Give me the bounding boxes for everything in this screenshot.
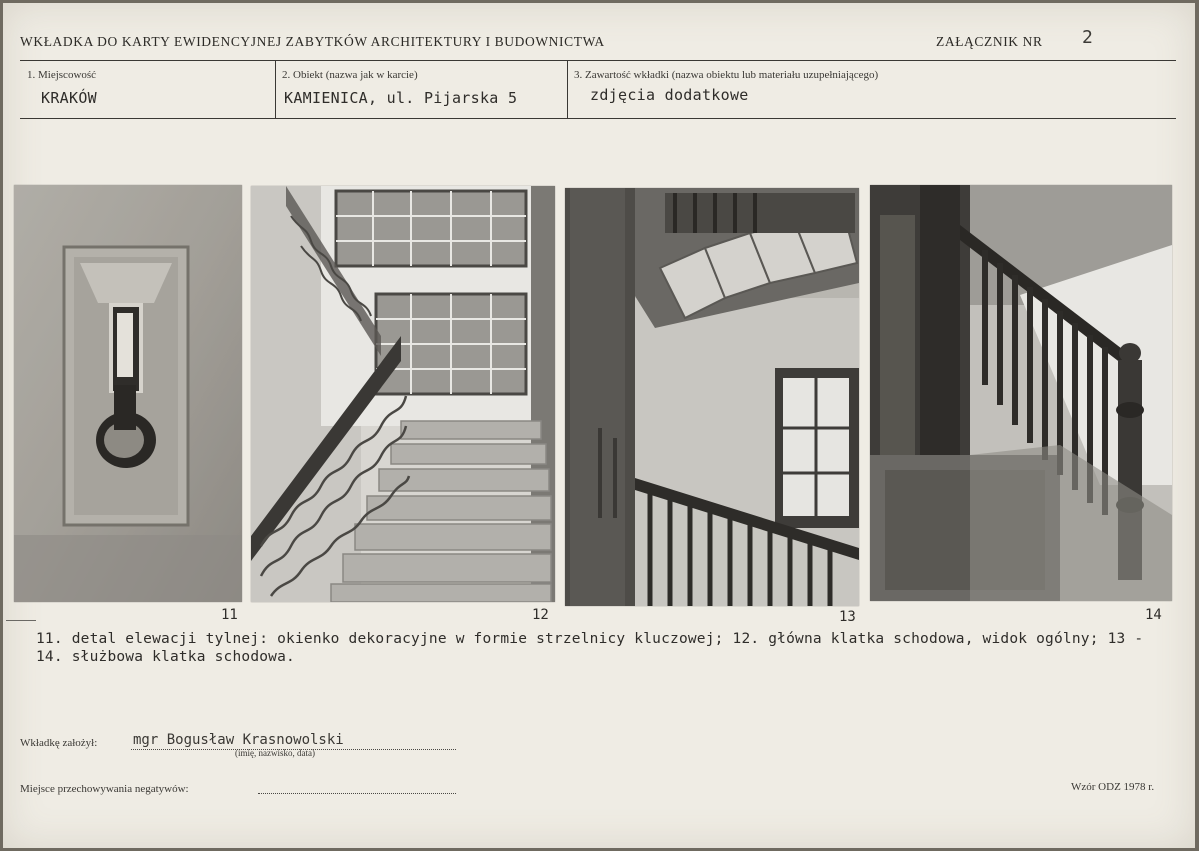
negatives-dotted-line [258, 793, 456, 794]
field-label-object: 2. Obiekt (nazwa jak w karcie) [282, 69, 418, 81]
header-divider-1 [275, 60, 276, 119]
photo-caption: 11. detal elewacji tylnej: okienko dekoracyjne w formie strzelnicy kluczowej; 12. główna klatka schodowa, widok ogólny; 13 - 14. służbowa klatka schodowa. [36, 631, 1144, 665]
field-label-contents: 3. Zawartość wkładki (nazwa obiektu lub materiału uzupełniającego) [574, 69, 879, 81]
header-divider-2 [567, 60, 568, 119]
photo-baseline [6, 620, 36, 621]
photo-number-12: 12 [532, 607, 549, 623]
form-code: Wzór ODZ 1978 r. [1071, 781, 1155, 793]
form-title: WKŁADKA DO KARTY EWIDENCYJNEJ ZABYTKÓW ARCHITEKTURY I BUDOWNICTWA [20, 34, 605, 49]
annex-label: ZAŁĄCZNIK NR [936, 34, 1043, 49]
photo-service-staircase-newel [870, 185, 1172, 601]
record-sheet [3, 3, 1195, 848]
author-value: mgr Bogusław Krasnowolski [133, 732, 344, 748]
photo-number-13: 13 [839, 609, 856, 625]
photo-number-14: 14 [1145, 607, 1162, 623]
author-hint: (imię, nazwisko, data) [235, 748, 315, 758]
photo-service-staircase-window [565, 188, 859, 606]
field-value-contents: zdjęcia dodatkowe [590, 86, 749, 104]
main-staircase-photo-icon [251, 186, 555, 602]
keyhole-window-photo-icon [14, 185, 242, 602]
photo-keyhole-window [14, 185, 242, 602]
field-label-locality: 1. Miejscowość [27, 69, 97, 81]
author-label: Wkładkę założył: [20, 737, 98, 749]
photo-number-11: 11 [221, 607, 238, 623]
photo-main-staircase [251, 186, 555, 602]
field-value-object: KAMIENICA, ul. Pijarska 5 [284, 89, 518, 107]
negatives-label: Miejsce przechowywania negatywów: [20, 783, 189, 795]
field-value-locality: KRAKÓW [41, 89, 97, 107]
header-rule-bottom [20, 118, 1176, 119]
service-staircase-window-photo-icon [565, 188, 859, 606]
annex-number: 2 [1082, 27, 1093, 48]
header-rule-top [20, 60, 1176, 61]
service-staircase-newel-photo-icon [870, 185, 1172, 601]
